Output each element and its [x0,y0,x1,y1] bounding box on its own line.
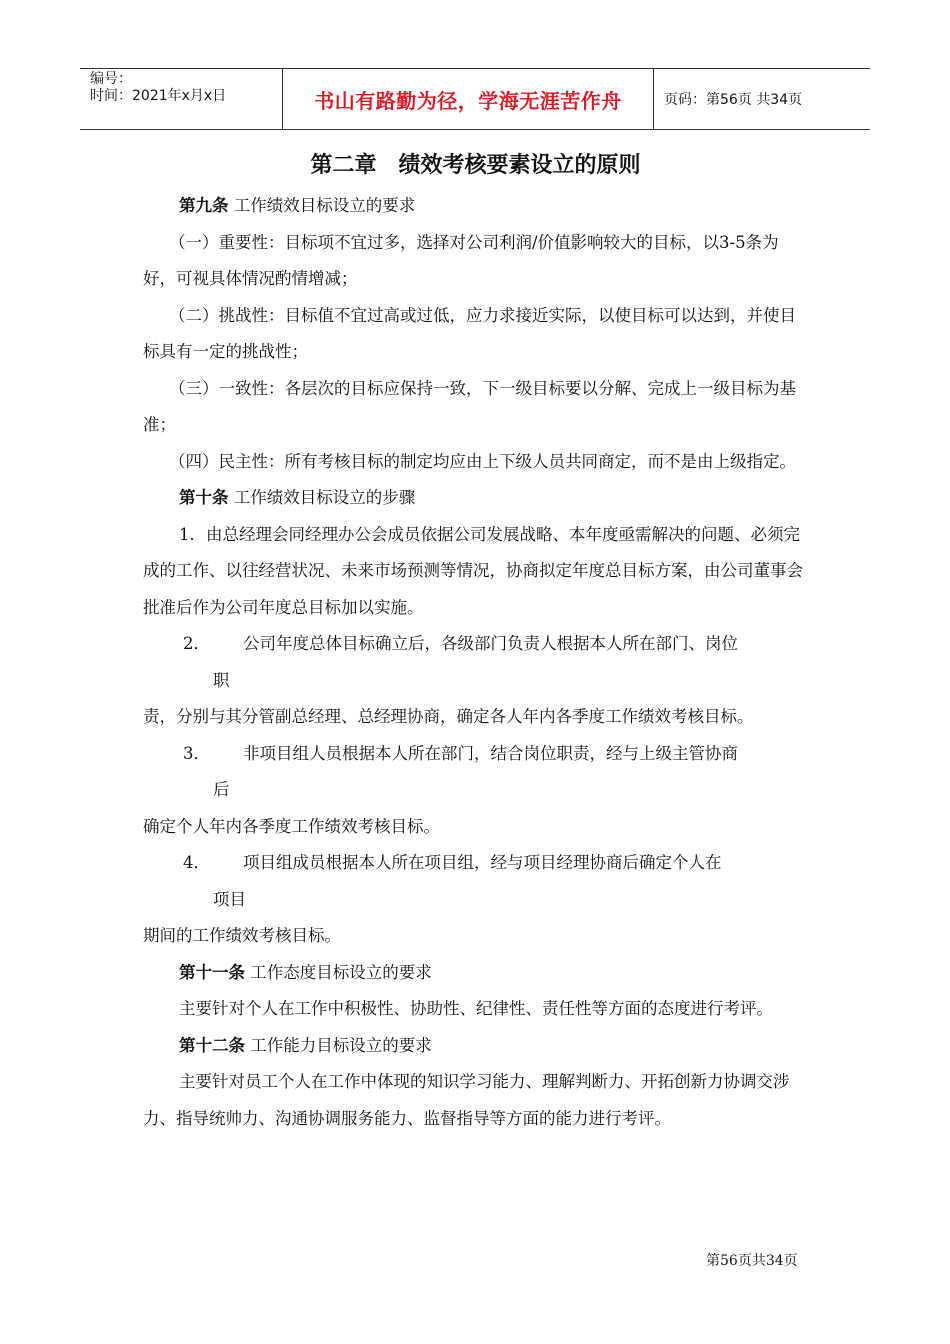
article-label: 第九条 [179,196,229,215]
step-text-continuation: 确定个人年内各季度工作绩效考核目标。 [143,816,440,836]
step-text-continuation: 期间的工作绩效考核目标。 [143,926,341,945]
article-10-step-3 [143,736,808,773]
step-text-wrap: 后 [213,780,230,799]
step-text: 非项目组人员根据本人所在部门，结合岗位职责，经与上级主管协商 [243,743,738,763]
page-code-text: 页码：第56页 共34页 [664,92,803,108]
step-text: 公司年度总体目标确立后，各级部门负责人根据本人所在部门、岗位 [243,634,738,653]
step-text-wrap: 项目 [213,889,246,909]
document-body [143,146,808,1137]
step-text-continuation: 责，分别与其分管副总经理、总经理协商，确定各人年内各季度工作绩效考核目标。 [143,707,754,726]
article-9-item-2: （二）挑战性：目标值不宜过高或过低，应力求接近实际，以使目标可以达到，并使目标具有一定的挑战性； [143,305,796,361]
document-header [80,68,870,130]
chapter-title: 第二章 绩效考核要素设立的原则 [310,153,641,178]
article-12-body: 主要针对员工个人在工作中体现的知识学习能力、理解判断力、开拓创新力协调交涉力、指导统帅力、沟通协调服务能力、监督指导等方面的能力进行考评。 [143,1072,790,1128]
article-9-item-1: （一）重要性：目标项不宜过多，选择对公司利润/价值影响较大的目标，以3-5条为好，可视具体情况酌情增减； [143,232,779,288]
article-label: 第十二条 [179,1035,245,1055]
header-motto-cell [282,69,654,129]
step-text: 项目组成员根据本人所在项目组，经与项目经理协商后确定个人在 [243,853,722,872]
article-9-heading [143,188,808,225]
article-10-step-2 [143,626,808,663]
step-number: 2． [183,634,210,653]
article-9-item-3: （三）一致性：各层次的目标应保持一致，下一级目标要以分解、完成上一级目标为基准； [143,378,796,434]
serial-label: 编号： [90,71,132,87]
page-footer: 第56页共34页 [706,1253,798,1269]
article-label: 第十一条 [179,962,245,982]
article-10-heading [143,480,808,517]
step-text-wrap: 职 [213,670,230,690]
header-meta [80,69,282,129]
article-title: 工作能力目标设立的要求 [250,1035,432,1055]
article-label: 第十条 [179,488,229,507]
article-10-step-1: 1．由总经理会同经理办公会成员依据公司发展战略、本年度亟需解决的问题、必须完成的工作、以往经营状况、未来市场预测等情况，协商拟定年度总目标方案，由公司董事会批准后作为公司年度总目标加以实施。 [143,524,803,617]
motto-text: 书山有路勤为径，学海无涯苦作舟 [314,88,622,113]
step-number: 3． [183,743,210,763]
article-11-body: 主要针对个人在工作中积极性、协助性、纪律性、责任性等方面的态度进行考评。 [179,999,773,1018]
article-title: 工作绩效目标设立的要求 [233,196,416,215]
article-title: 工作绩效目标设立的步骤 [233,488,416,507]
article-10-step-4 [143,845,808,882]
article-11-heading [143,955,808,992]
article-title: 工作态度目标设立的要求 [250,962,432,982]
header-page-code [654,69,870,129]
article-12-heading [143,1028,808,1065]
article-9-item-4: （四）民主性：所有考核目标的制定均应由上下级人员共同商定，而不是由上级指定。 [169,451,796,471]
date-label: 时间：2021年x月x日 [90,88,227,104]
step-number: 4． [183,853,210,872]
